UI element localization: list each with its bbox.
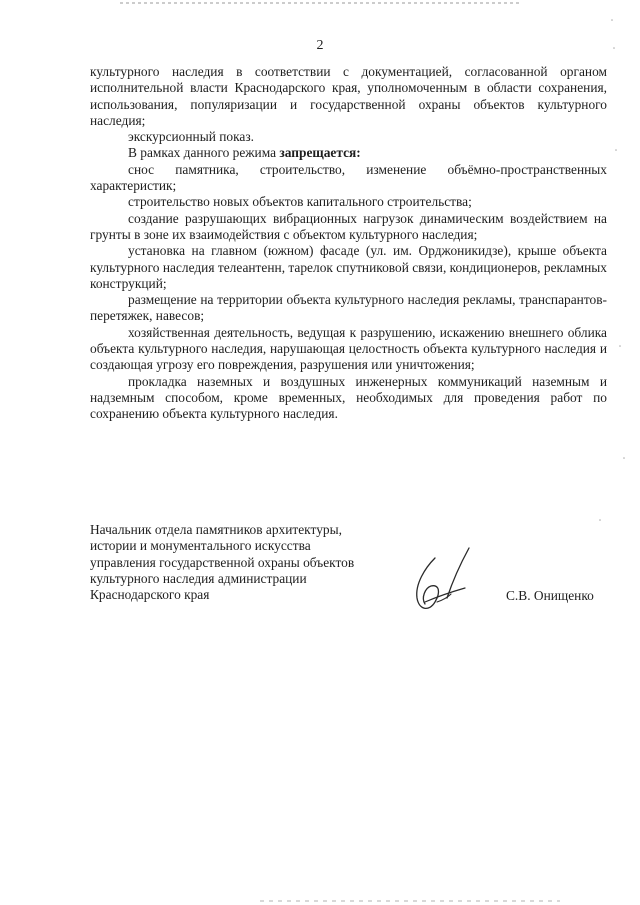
paragraph: экскурсионный показ.: [128, 129, 254, 145]
signer-position-line: управления государственной охраны объектов: [90, 554, 355, 570]
paragraph: установка на главном (южном) фасаде (ул. им. Орджоникидзе), крыше объекта культурного наследия телеантенн, тарелок спутниковой связи, кондиционеров, рекламных конструкций;: [90, 243, 607, 291]
page-number: 2: [316, 38, 324, 53]
heading-lead: В рамках данного режима: [128, 145, 280, 161]
paragraph: размещение на территории объекта культурного наследия рекламы, транспарантов-перетяжек, навесов;: [90, 292, 607, 324]
prohibitions-heading: [90, 145, 607, 161]
handwritten-signature: [395, 540, 485, 630]
paragraph: хозяйственная деятельность, ведущая к разрушению, искажению внешнего облика объекта культурного наследия, нарушающая целостность объекта культурного наследия и создающая угрозу его повреждения, разрушения или уничтожения;: [90, 324, 607, 373]
paragraph: снос памятника, строительство, изменение объёмно-пространственных характеристик;: [90, 161, 607, 194]
signer-name: С.В. Онищенко: [506, 588, 594, 603]
paragraph: строительство новых объектов капитального строительства;: [128, 194, 472, 210]
signer-position-line: Краснодарского края: [90, 587, 210, 603]
body-text: [90, 64, 607, 423]
signer-position: [90, 522, 390, 603]
signer-position-line: Начальник отдела памятников архитектуры,: [90, 522, 342, 537]
paragraph: прокладка наземных и воздушных инженерных коммуникаций наземным и надземным способом, кроме временных, необходимых для проведения работ по сохранению объекта культурного наследия.: [90, 373, 607, 422]
signer-position-line: истории и монументального искусства: [90, 538, 311, 554]
paragraph: создание разрушающих вибрационных нагрузок динамическим воздействием на грунты в зоне их взаимодействия с объектом культурного наследия;: [90, 210, 607, 242]
paragraph: культурного наследия в соответствии с документацией, согласованной органом исполнительной власти Краснодарского края, уполномоченным в области сохранения, использования, популяризации и государственной охраны объектов культурного наследия;: [90, 64, 607, 128]
heading-bold: запрещается:: [279, 145, 361, 161]
signer-position-line: культурного наследия администрации: [90, 570, 307, 586]
